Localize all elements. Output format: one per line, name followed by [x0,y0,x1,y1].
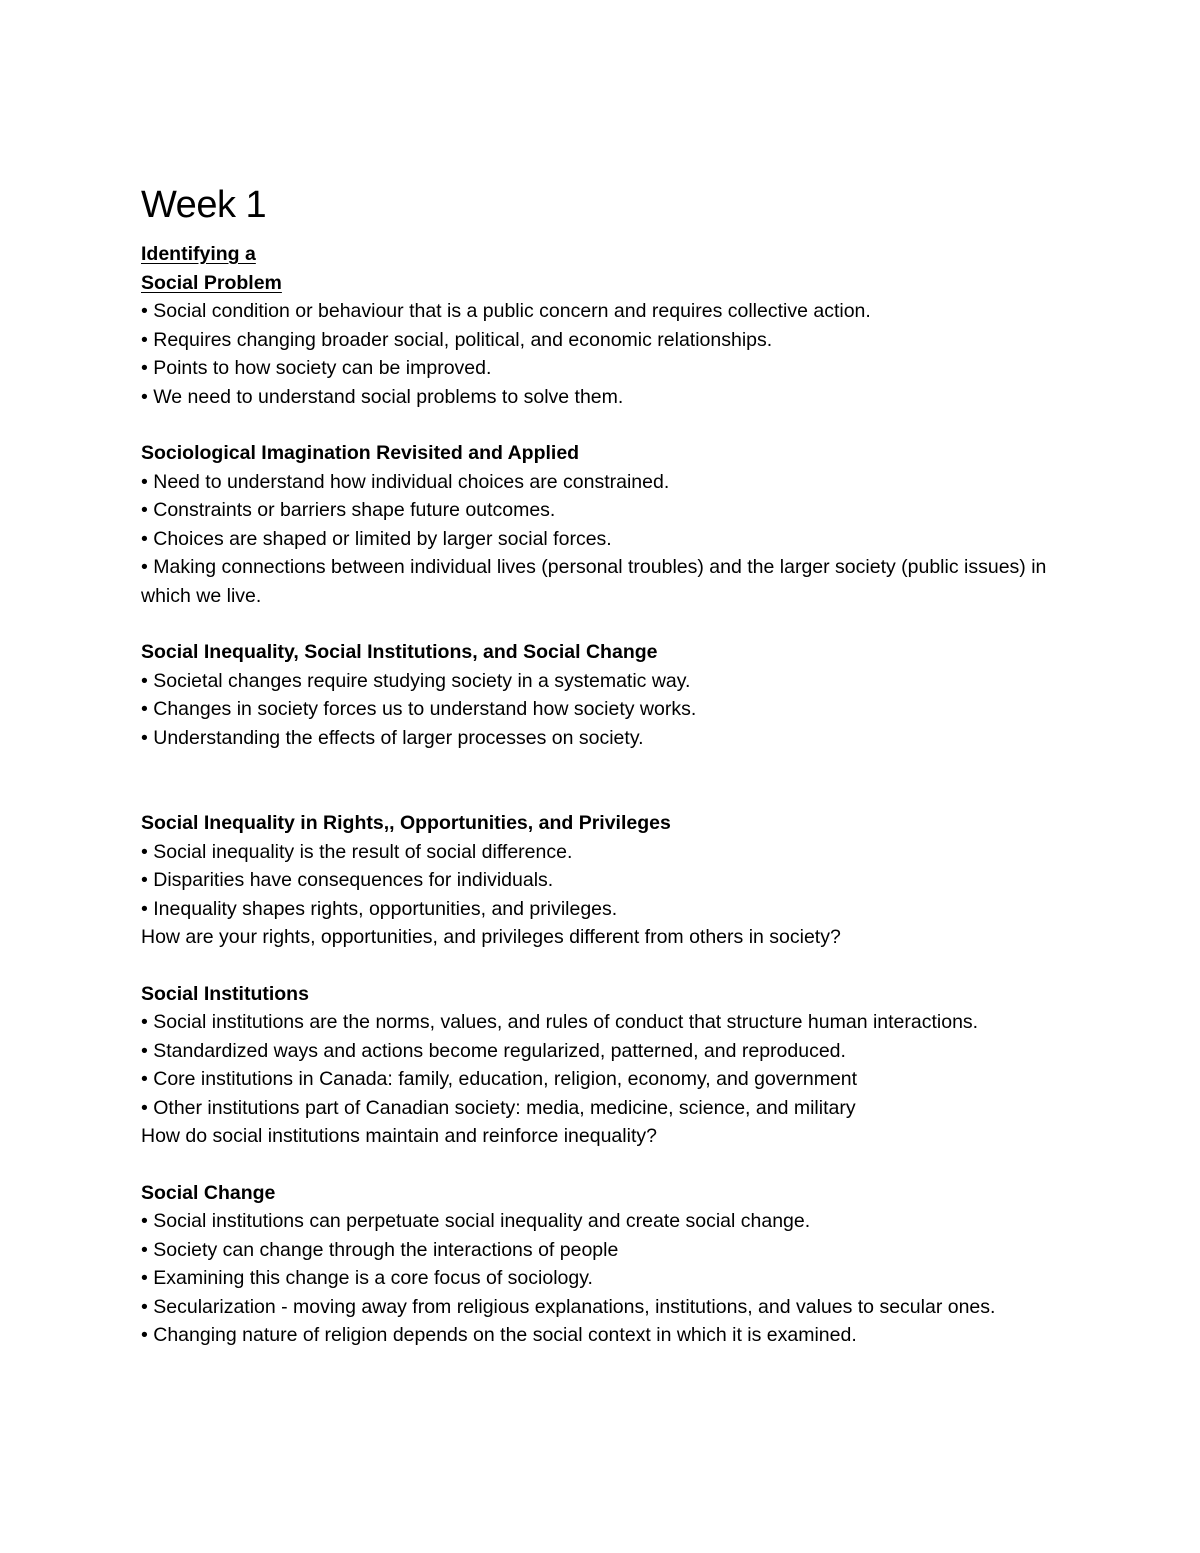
bullet-item: • Choices are shaped or limited by larger social forces. [141,527,612,550]
bullet-item: • Social inequality is the result of social difference. [141,840,573,863]
section-heading: Social Change [141,1181,276,1204]
bullet-item: • Disparities have consequences for individuals. [141,869,554,891]
section-heading: Sociological Imagination Revisited and Applied [141,442,580,464]
bullet-item: • Need to understand how individual choices are constrained. [141,470,670,493]
section-inequality-institutions-change [141,638,1071,752]
section-social-change [141,1179,1071,1350]
bullet-item: • Standardized ways and actions become regularized, patterned, and reproduced. [141,1039,846,1062]
bullet-item: • Points to how society can be improved. [141,357,492,379]
section-inequality-rights [141,809,1071,952]
bullet-item: • Core institutions in Canada: family, education, religion, economy, and government [141,1068,858,1090]
bullet-item: • We need to understand social problems to solve them. [141,385,624,408]
page-title: Week 1 [141,184,267,226]
section-heading: Social Inequality in Rights,, Opportunities, and Privileges [141,812,671,834]
bullet-item: • Making connections between individual lives (personal troubles) and the larger society (public issues) in which we live. [141,556,1047,607]
bullet-item: • Inequality shapes rights, opportunities, and privileges. [141,897,618,920]
bullet-item: • Constraints or barriers shape future outcomes. [141,499,556,521]
bullet-item: • Society can change through the interactions of people [141,1238,619,1261]
bullet-item: • Other institutions part of Canadian society: media, medicine, science, and military [141,1096,856,1119]
section-heading: Identifying a [141,243,256,265]
bullet-item: • Secularization - moving away from religious explanations, institutions, and values to secular ones. [141,1295,996,1318]
bullet-item: • Requires changing broader social, political, and economic relationships. [141,328,773,351]
bullet-item: • Understanding the effects of larger processes on society. [141,726,644,749]
section-sociological-imagination [141,439,1071,610]
document-page [141,180,1071,1350]
section-social-institutions [141,980,1071,1151]
bullet-item: • Societal changes require studying society in a systematic way. [141,669,691,692]
bullet-item: • Examining this change is a core focus of sociology. [141,1267,593,1289]
bullet-item: • Social institutions are the norms, values, and rules of conduct that structure human interactions. [141,1011,979,1033]
section-heading: Social Institutions [141,982,309,1005]
bullet-item: • Changes in society forces us to understand how society works. [141,698,697,720]
section-heading: Social Problem [141,271,282,294]
section-heading: Social Inequality, Social Institutions, and Social Change [141,641,658,663]
section-identifying-social-problem [141,240,1071,411]
question-text: How do social institutions maintain and reinforce inequality? [141,1125,657,1147]
bullet-item: • Social condition or behaviour that is a public concern and requires collective action. [141,300,871,322]
bullet-item: • Social institutions can perpetuate social inequality and create social change. [141,1210,811,1232]
bullet-item: • Changing nature of religion depends on the social context in which it is examined. [141,1324,857,1346]
question-text: How are your rights, opportunities, and privileges different from others in society? [141,926,841,948]
